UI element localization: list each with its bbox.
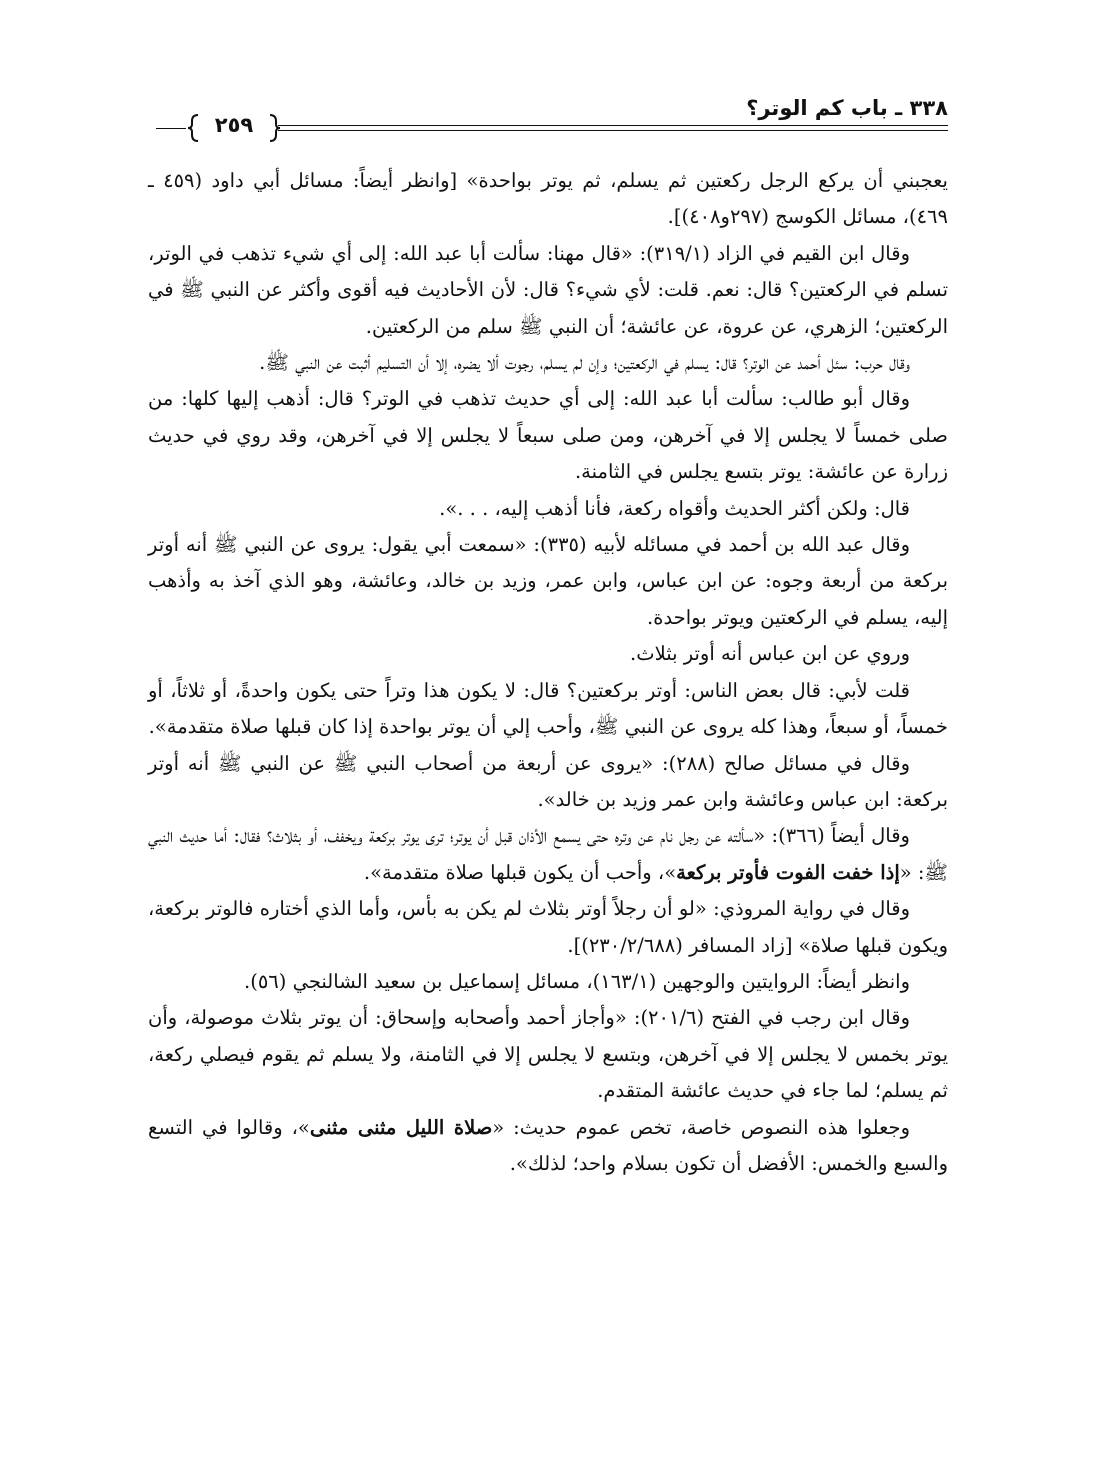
hadith-quote: إذا خفت الفوت فأوتر بركعة bbox=[676, 860, 900, 884]
chapter-title: ٣٣٨ ـ باب كم الوتر؟ bbox=[746, 96, 948, 120]
paragraph-text: وجعلوا هذه النصوص خاصة، تخص عموم حديث: « bbox=[492, 1115, 910, 1139]
paragraph: وقال أبو طالب: سألت أبا عبد الله: إلى أي حديث تذهب في الوتر؟ قال: أذهب إليها كلها: من صلى خمساً لا يجلس إلا في آخرهن، ومن صلى سبعاً لا يجلس إلا في آخرهن، وقد روي في حديث زرارة عن عائشة: يوتر بتسع يجلس في الثامنة. bbox=[148, 387, 948, 484]
paragraph: وقال ابن القيم في الزاد (٣١٩/١): «قال مهنا: سألت أبا عبد الله: إلى أي شيء تذهب في الوتر، تسلم في الركعتين؟ قال: نعم. قلت: لأي شيء؟ قال: لأن الأحاديث فيه أقوى وأكثر عن النبي ﷺ في الركعتين؛ الزهري، عن عروة، عن عائشة؛ أن النبي ﷺ سلم من الركعتين. bbox=[148, 241, 948, 338]
body-text bbox=[148, 163, 948, 1182]
paragraph-text: »، وقالوا في التسع والسبع والخمس: الأفضل أن تكون بسلام واحد؛ لذلك». bbox=[148, 1115, 948, 1175]
page-number-frame bbox=[188, 112, 280, 144]
paragraph bbox=[148, 818, 948, 891]
paragraph: وقال في مسائل صالح (٢٨٨): «يروى عن أربعة من أصحاب النبي ﷺ عن النبي ﷺ أنه أوتر بركعة: ابن عباس وعائشة وابن عمر وزيد بن خالد». bbox=[148, 751, 948, 811]
paragraph-text: وقال أيضاً (٣٦٦): «سألته عن رجل نام عن وتره حتى يسمع الأذان قبل أن يوتر؛ ترى يوتر بركعة ويخفف، أو بثلاث؟ فقال: أما حديث النبي ﷺ: « bbox=[148, 824, 948, 884]
header-lead-rule bbox=[156, 128, 186, 129]
header-rule-top bbox=[278, 125, 948, 126]
paragraph: قال: ولكن أكثر الحديث وأقواه ركعة، فأنا أذهب إليه، . . .». bbox=[439, 496, 910, 520]
paragraph: وقال في رواية المروذي: «لو أن رجلاً أوتر بثلاث لم يكن به بأس، وأما الذي أختاره فالوتر بركعة، ويكون قبلها صلاة» [زاد المسافر (٢٣٠/٢/٦٨٨)]. bbox=[148, 897, 948, 957]
paragraph: وقال ابن رجب في الفتح (٢٠١/٦): «وأجاز أحمد وأصحابه وإسحاق: أن يوتر بثلاث موصولة، وأن يوتر بخمس لا يجلس إلا في آخرهن، وبتسع لا يجلس إلا في الثامنة، ولا يسلم ثم يقوم فيصلي ركعة، ثم يسلم؛ لما جاء في حديث عائشة المتقدم. bbox=[148, 1006, 948, 1103]
paragraph bbox=[148, 1110, 948, 1183]
page-number: ٢٥٩ bbox=[214, 113, 254, 137]
paragraph: وانظر أيضاً: الروايتين والوجهين (١٦٣/١)، مسائل إسماعيل بن سعيد الشالنجي (٥٦). bbox=[244, 969, 910, 993]
paragraph-text: »، وأحب أن يكون قبلها صلاة متقدمة». bbox=[363, 860, 677, 884]
paragraph: وقال حرب: سئل أحمد عن الوتر؟ قال: يسلم في الركعتين؛ وإن لم يسلم، رجوت ألا يضره، إلا أن التسليم أثبت عن النبي ﷺ. bbox=[259, 351, 910, 375]
paragraph: قلت لأبي: قال بعض الناس: أوتر بركعتين؟ قال: لا يكون هذا وتراً حتى يكون واحدةً، أو ثلاثاً، أو خمساً، أو سبعاً، وهذا كله يروى عن النبي ﷺ، وأحب إلي أن يوتر بواحدة إذا كان قبلها صلاة متقدمة». bbox=[148, 678, 948, 739]
page-header bbox=[148, 92, 948, 144]
paragraph: وقال عبد الله بن أحمد في مسائله لأبيه (٣٣٥): «سمعت أبي يقول: يروى عن النبي ﷺ أنه أوتر بركعة من أربعة وجوه: عن ابن عباس، وابن عمر، وزيد بن خالد، وعائشة، وهو الذي آخذ به وأذهب إليه، يسلم في الركعتين ويوتر بواحدة. bbox=[148, 533, 948, 629]
header-rule-bottom bbox=[278, 130, 948, 131]
paragraph: وروي عن ابن عباس أنه أوتر بثلاث. bbox=[630, 642, 910, 666]
paragraph: يعجبني أن يركع الرجل ركعتين ثم يسلم، ثم يوتر بواحدة» [وانظر أيضاً: مسائل أبي داود (٤٥٩ ـ ٤٦٩)، مسائل الكوسج (٢٩٧و٤٠٨)]. bbox=[148, 169, 948, 229]
hadith-quote: صلاة الليل مثنى مثنى bbox=[309, 1115, 493, 1139]
